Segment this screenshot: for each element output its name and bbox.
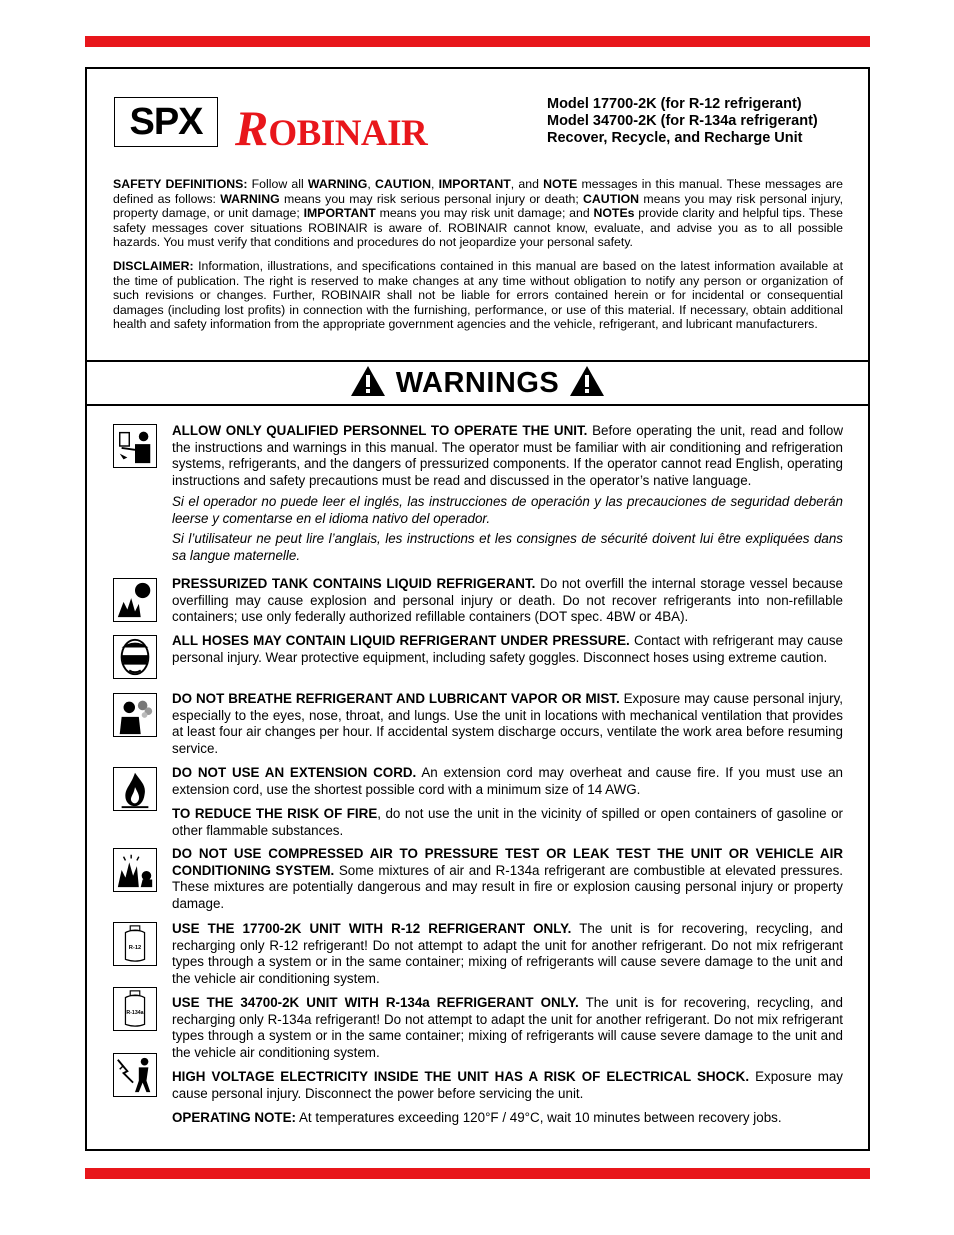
text-run: , [430,177,439,191]
divider [87,404,868,406]
text-run: Follow all [247,177,308,191]
warning-body: , do not use the unit in the vicinity of spilled or open containers of gasoline or other flammable substances. [172,806,843,838]
r134a-cylinder-icon [113,987,157,1031]
warning-body: At temperatures exceeding 120°F / 49°C, wait 10 minutes between recovery jobs. [296,1110,782,1125]
robinair-logo [235,100,428,156]
text-run: , and [510,177,544,191]
warning-spanish-note [172,494,843,527]
warning-heading: USE THE 34700-2K UNIT WITH R-134a REFRIGERANT ONLY. [172,995,579,1010]
model-line-2: Model 34700-2K (for R-134a refrigerant) [547,113,818,129]
warning-compressed-air [172,846,843,912]
safety-goggles-icon [113,635,157,679]
safety-definitions [113,177,843,250]
model-line-3: Recover, Recycle, and Recharge Unit [547,130,803,146]
top-red-bar [85,36,870,47]
r134a-label: R-134a [126,1009,144,1016]
warning-heading: OPERATING NOTE: [172,1110,296,1125]
keyword: WARNING [220,191,280,206]
keyword: IMPORTANT [438,177,511,191]
warning-fire-risk [172,806,843,839]
bottom-red-bar [85,1168,870,1179]
warning-body: Before operating the unit, read and follow the instructions and warnings in this manual. The operator must be familiar with air conditioning and refrigeration systems, refrigerants, and the dangers of pressurized components. If the operator cannot read English, operating instructions and safety precautions must be read and discussed in the operator’s native language. [172,423,843,488]
warning-hoses [172,633,843,666]
operating-note [172,1110,843,1127]
warning-heading: USE THE 17700-2K UNIT WITH R-12 REFRIGERANT ONLY. [172,921,572,936]
warning-heading: DO NOT USE AN EXTENSION CORD. [172,765,417,780]
warning-body: An extension cord may overheat and cause fire. If you must use an extension cord, use the shortest possible cord with a minimum size of 14 AWG. [172,765,844,797]
keyword: NOTEs [593,206,635,221]
model-heading [547,96,818,147]
text-run: means you may risk personal injury, property damage, or unit damage; [113,191,843,221]
warning-heading: HIGH VOLTAGE ELECTRICITY INSIDE THE UNIT HAS A RISK OF ELECTRICAL SHOCK. [172,1069,750,1084]
text-run: messages in this manual. These messages are defined as follows: [113,177,843,206]
spx-logo: SPX [114,97,218,147]
manual-reading-person-icon [113,424,157,468]
warning-vapor [172,691,843,757]
safety-label: SAFETY DEFINITIONS: [113,177,248,191]
warnings-heading [87,365,868,401]
warning-body: Do not overfill the internal storage vessel because overfilling may cause explosion and personal injury or death. Do not recover refrigerants into non-refillable containers; use only federally authorized refillable containers (DOT spec. 4BW or 4BA). [172,576,843,625]
keyword: CAUTION [583,191,640,206]
text-run: means you may risk unit damage; and [375,206,594,221]
text-run: , [367,177,375,191]
r12-label: R-12 [128,944,142,951]
warning-heading: DO NOT BREATHE REFRIGERANT AND LUBRICANT VAPOR OR MIST. [172,691,620,706]
divider [87,360,868,362]
warning-qualified-personnel [172,423,843,489]
keyword: CAUTION [374,177,431,191]
warning-electrical-shock [172,1069,843,1102]
robinair-logo-initial: R [235,100,269,156]
warnings-title: WARNINGS [395,367,560,399]
warning-body: Some mixtures of air and R-134a refrigerant are combustible at elevated pressures. These mixtures are potentially dangerous and may result in fire or explosion causing personal injury or property damage. [172,862,843,911]
warning-body: The unit is for recovering, recycling, and recharging only R-134a refrigerant! Do not attempt to adapt the unit for another refrigerant. Do not mix refrigerant types through a system or in the same container; mixing of refrigerants will cause severe damage to the unit and the vehicle air conditioning system. [172,995,844,1060]
disclaimer [113,259,843,332]
warning-heading: ALL HOSES MAY CONTAIN LIQUID REFRIGERANT UNDER PRESSURE. [172,633,630,648]
warning-r12-only [172,921,843,987]
text-run: provide clarity and helpful tips. These safety messages cover situations ROBINAIR is aware of. ROBINAIR cannot know, evaluate, and advise you as to all possible hazards. You must verify that conditions and procedures do not jeopardize your personal safety. [113,206,843,250]
vapor-inhalation-icon [113,693,157,737]
disclaimer-label: DISCLAIMER: [113,259,194,273]
robinair-logo-rest: OBINAIR [268,113,428,154]
warning-body: Exposure may cause personal injury. Disconnect the power before servicing the unit. [172,1069,843,1101]
warning-heading: PRESSURIZED TANK CONTAINS LIQUID REFRIGERANT. [172,576,536,591]
keyword: WARNING [307,177,368,191]
warning-body: The unit is for recovering, recycling, and recharging only R-12 refrigerant! Do not attempt to adapt the unit for another refrigerant. Do not mix refrigerant types through a system or in the same container; mixing of refrigerants will cause severe damage to the unit and the vehicle air conditioning system. [172,921,843,986]
warning-french-note [172,531,843,564]
warning-extension-cord [172,765,843,798]
warning-body: Si l’utilisateur ne peut lire l’anglais, les instructions et les consignes de sécurité doivent lui être expliquées dans sa langue maternelle. [172,531,843,563]
keyword: NOTE [543,177,578,191]
model-line-1: Model 17700-2K (for R-12 refrigerant) [547,96,802,112]
content-frame [85,67,870,1151]
electric-shock-icon [113,1053,157,1097]
fire-icon [113,767,157,811]
warning-body: Si el operador no puede leer el inglés, las instrucciones de operación y las precauciones de seguridad deberán leerse y comentarse en el idioma nativo del operador. [172,494,843,526]
warning-r134a-only [172,995,843,1061]
disclaimer-text: Information, illustrations, and specifications contained in this manual are based on the latest information available at the time of publication. The right is reserved to make changes at any time without obligation to notify any person or organization of such revisions or changes. Further, ROBINAIR shall not be liable for errors contained herein or for incidental or consequential damages (including lost profits) in connection with the furnishing, performance, or use of this material. If necessary, obtain additional health and safety information from the appropriate government agencies and the vehicle, refrigerant, and lubricant manufacturers. [113,259,843,332]
warning-body: Exposure may cause personal injury, especially to the eyes, nose, throat, and lungs. Use the unit in locations with mechanical ventilation that provides at least four air changes per hour. If accidental system discharge occurs, ventilate the work area before resuming service. [172,691,843,756]
warning-heading: TO REDUCE THE RISK OF FIRE [172,806,378,821]
tank-explosion-icon [113,578,157,622]
warning-body: Contact with refrigerant may cause personal injury. Wear protective equipment, including safety goggles. Disconnect hoses using extreme caution. [172,633,843,665]
warning-triangle-icon [350,365,386,397]
compressed-air-explosion-icon [113,848,157,892]
warning-heading: DO NOT USE COMPRESSED AIR TO PRESSURE TEST OR LEAK TEST THE UNIT OR VEHICLE AIR CONDITIONING SYSTEM. [172,846,843,878]
text-run: means you may risk serious personal injury or death; [279,191,584,206]
warning-pressurized-tank [172,576,843,626]
warning-triangle-icon [569,365,605,397]
r12-cylinder-icon [113,922,157,966]
keyword: IMPORTANT [303,206,376,221]
warning-heading: ALLOW ONLY QUALIFIED PERSONNEL TO OPERATE THE UNIT. [172,423,588,438]
